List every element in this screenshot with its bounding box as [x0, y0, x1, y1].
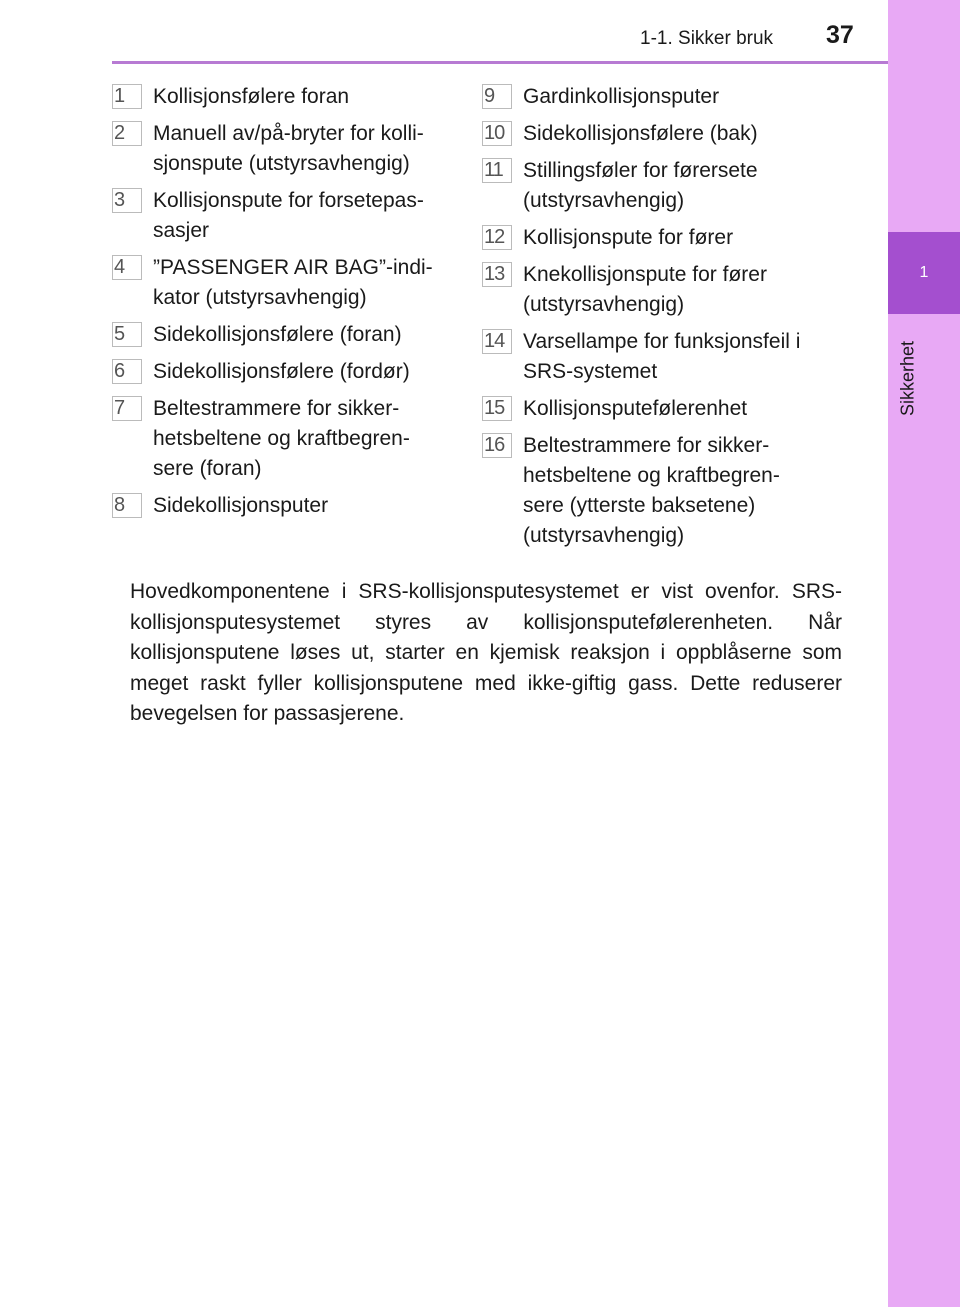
list-item	[112, 82, 472, 112]
item-number: 2	[114, 122, 125, 144]
item-number: 16	[484, 434, 505, 456]
item-number: 6	[114, 360, 125, 382]
item-text: Manuell av/på-bryter for kolli- sjonspute (utstyrsavhengig)	[153, 122, 424, 175]
list-item	[112, 357, 472, 387]
item-text: Kollisjonsfølere foran	[153, 85, 350, 108]
item-number-badge	[482, 396, 514, 421]
item-number-badge	[112, 493, 144, 518]
item-number-badge	[112, 359, 144, 384]
item-number: 7	[114, 397, 125, 419]
item-text: Knekollisjonspute for fører (utstyrsavhengig)	[523, 263, 767, 316]
item-number-badge	[112, 84, 144, 109]
list-item	[112, 186, 472, 246]
item-text: ”PASSENGER AIR BAG”-indi- kator (utstyrsavhengig)	[153, 256, 433, 309]
item-number: 12	[484, 226, 505, 248]
item-number-badge	[482, 262, 514, 287]
item-number-badge	[112, 322, 144, 347]
item-text: Sidekollisjonsfølere (fordør)	[153, 360, 410, 383]
item-text: Kollisjonspute for forsetepas- sasjer	[153, 189, 424, 242]
item-text: Varsellampe for funksjonsfeil i SRS-systemet	[523, 330, 801, 383]
item-text: Sidekollisjonsputer	[153, 494, 329, 517]
list-item	[482, 156, 862, 216]
item-text: Sidekollisjonsfølere (bak)	[523, 122, 758, 145]
list-item	[482, 223, 862, 253]
item-number-badge	[482, 433, 514, 458]
body-paragraph: Hovedkomponentene i SRS-kollisjonsputesystemet er vist ovenfor. SRS-kollisjonsputesystemet styres av kollisjonsputefølerenheten. Når kollisjonsputene løses ut, starter en kjemisk reaksjon i oppblåserne som meget raskt fyller kollisjonsputene med ikke-giftig gass. Dette reduserer bevegelsen for passasjerene.	[130, 580, 842, 725]
chapter-number-box	[888, 232, 960, 314]
list-item	[112, 119, 472, 179]
list-item	[112, 491, 472, 521]
item-number: 10	[484, 122, 505, 144]
list-item	[112, 320, 472, 350]
list-item	[482, 260, 862, 320]
item-text: Kollisjonsputefølerenhet	[523, 397, 748, 420]
item-number-badge	[482, 84, 514, 109]
item-number-badge	[482, 158, 514, 183]
item-text: Stillingsføler for førersete (utstyrsavhengig)	[523, 159, 758, 212]
item-number: 13	[484, 263, 505, 285]
list-item	[482, 327, 862, 387]
component-list-right	[482, 82, 862, 558]
item-text: Beltestrammere for sikker- hetsbeltene og kraftbegren- sere (ytterste baksetene) (utstyrsavhengig)	[523, 434, 780, 547]
item-number: 8	[114, 494, 125, 516]
component-list-left	[112, 82, 472, 528]
item-text: Beltestrammere for sikker- hetsbeltene og kraftbegren- sere (foran)	[153, 397, 410, 480]
list-item	[112, 253, 472, 313]
chapter-side-tab	[888, 0, 960, 1307]
item-text: Gardinkollisjonsputer	[523, 85, 720, 108]
list-item	[112, 394, 472, 484]
list-item	[482, 119, 862, 149]
item-number-badge	[482, 329, 514, 354]
page-number: 37	[826, 21, 854, 49]
item-number-badge	[482, 121, 514, 146]
item-number: 5	[114, 323, 125, 345]
item-number: 14	[484, 330, 505, 352]
item-number: 9	[484, 85, 495, 107]
item-number-badge	[112, 121, 144, 146]
header-rule	[112, 61, 888, 64]
item-number-badge	[112, 255, 144, 280]
item-number: 1	[114, 85, 125, 107]
item-text: Kollisjonspute for fører	[523, 226, 734, 249]
section-title: 1-1. Sikker bruk	[640, 28, 774, 49]
list-item	[482, 431, 862, 551]
item-text: Sidekollisjonsfølere (foran)	[153, 323, 402, 346]
item-number: 3	[114, 189, 125, 211]
chapter-number: 1	[919, 264, 929, 281]
item-number: 11	[484, 159, 503, 181]
item-number: 4	[114, 256, 125, 278]
item-number-badge	[112, 188, 144, 213]
item-number-badge	[482, 225, 514, 250]
list-item	[482, 82, 862, 112]
item-number: 15	[484, 397, 505, 419]
item-number-badge	[112, 396, 144, 421]
chapter-label: Sikkerhet	[897, 340, 918, 416]
list-item	[482, 394, 862, 424]
